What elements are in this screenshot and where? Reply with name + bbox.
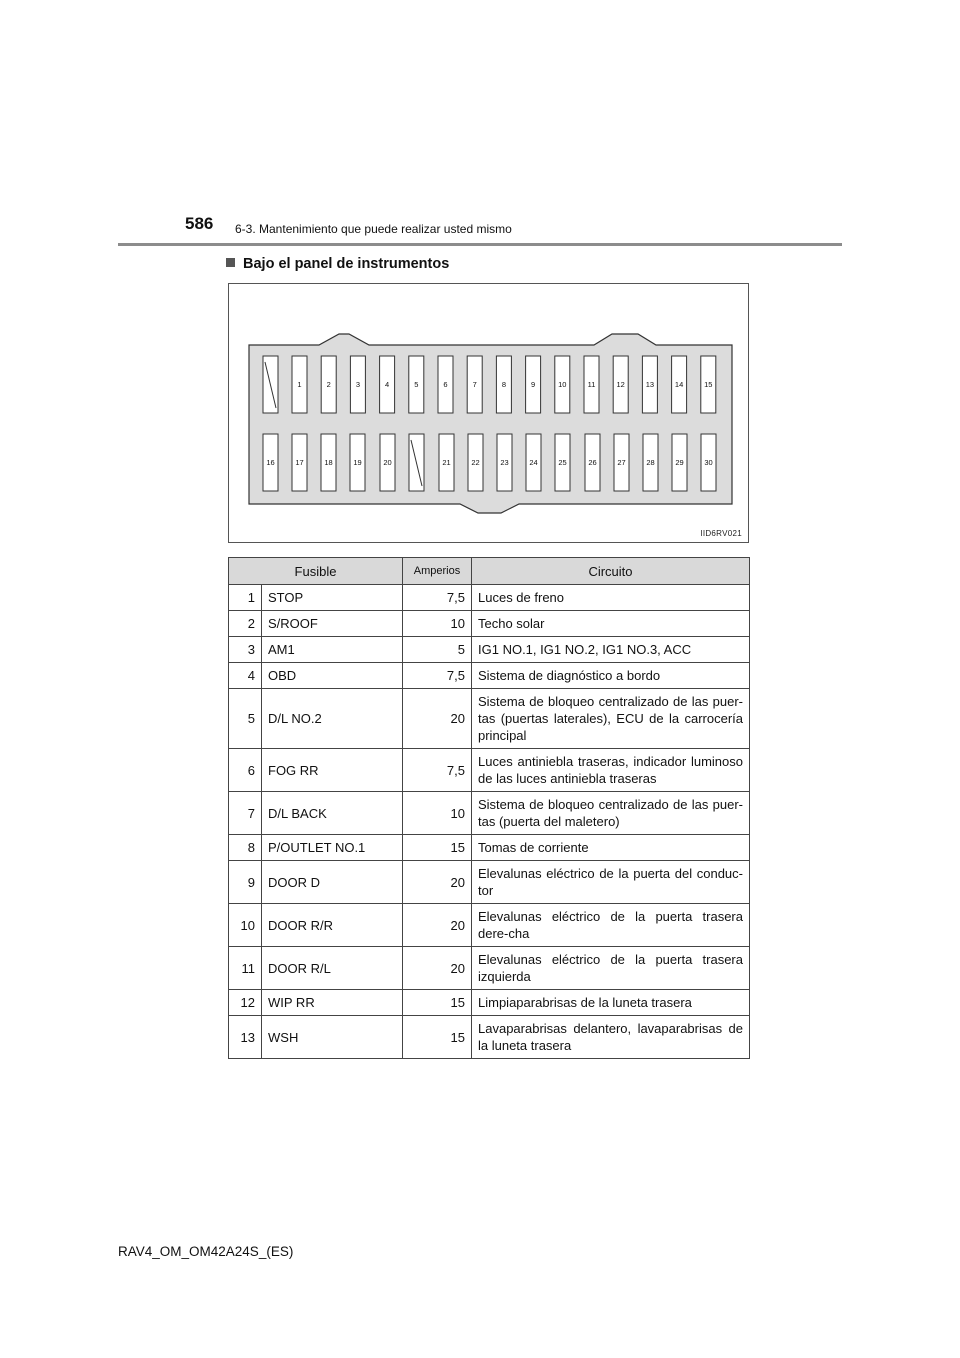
table-row [229,611,750,637]
page-number: 586 [185,214,214,233]
table-row [229,904,750,947]
fuse-circuit: Luces de freno [472,585,750,611]
fuse-label: 27 [617,458,626,467]
table-row [229,990,750,1016]
fuse-label: 2 [326,380,331,389]
fuse-amperage: 20 [403,904,472,947]
header-fusible: Fusible [229,558,403,585]
fuse-label: 30 [704,458,713,467]
fuse-number: 12 [229,990,262,1016]
fuse-circuit: Limpiaparabrisas de la luneta trasera [472,990,750,1016]
table-row [229,585,750,611]
fuse-amperage: 20 [403,861,472,904]
fuse-label: 4 [385,380,390,389]
fuse-table [228,557,750,1059]
fuse-number: 10 [229,904,262,947]
fuse-label: 23 [500,458,509,467]
subheading-text: Bajo el panel de instrumentos [243,256,450,272]
fuse-name: DOOR R/R [262,904,403,947]
fuse-label: 5 [414,380,419,389]
fuse-circuit: Sistema de diagnóstico a bordo [472,663,750,689]
fuse-label: 12 [616,380,625,389]
fuse-number: 8 [229,835,262,861]
header-rule [118,243,842,246]
table-row [229,861,750,904]
fuse-name: P/OUTLET NO.1 [262,835,403,861]
fuse-label: 26 [588,458,597,467]
fuse-circuit: IG1 NO.1, IG1 NO.2, IG1 NO.3, ACC [472,637,750,663]
fuse-circuit: Tomas de corriente [472,835,750,861]
section-title: 6-3. Mantenimiento que puede realizar usted mismo [235,222,512,236]
fuse-name: S/ROOF [262,611,403,637]
fuse-circuit: Sistema de bloqueo centralizado de las puer-tas (puerta del maletero) [472,792,750,835]
fuse-name: STOP [262,585,403,611]
fuse-amperage: 10 [403,792,472,835]
fuse-name: DOOR R/L [262,947,403,990]
fuse-amperage: 15 [403,835,472,861]
fuse-label: 6 [443,380,448,389]
fuse-label: 7 [472,380,477,389]
fuse-circuit: Elevalunas eléctrico de la puerta del conduc-tor [472,861,750,904]
table-row [229,749,750,792]
fuse-number: 3 [229,637,262,663]
fuse-amperage: 20 [403,689,472,749]
fuse-amperage: 7,5 [403,663,472,689]
fuse-label: 21 [442,458,451,467]
fuse-number: 5 [229,689,262,749]
fuse-circuit: Luces antiniebla traseras, indicador luminoso de las luces antiniebla traseras [472,749,750,792]
fuse-label: 25 [558,458,567,467]
table-row [229,1016,750,1059]
fuse-amperage: 5 [403,637,472,663]
fuse-circuit: Lavaparabrisas delantero, lavaparabrisas de la luneta trasera [472,1016,750,1059]
fuse-name: WIP RR [262,990,403,1016]
figure-code: IID6RV021 [700,529,742,538]
fuse-amperage: 15 [403,990,472,1016]
fuse-label: 22 [471,458,480,467]
fuse-name: D/L BACK [262,792,403,835]
header-amperios: Amperios [403,558,472,585]
fuse-amperage: 7,5 [403,749,472,792]
fuse-number: 7 [229,792,262,835]
fuse-amperage: 7,5 [403,585,472,611]
fuse-number: 11 [229,947,262,990]
fuse-circuit: Techo solar [472,611,750,637]
fuse-box-diagram [229,284,750,544]
fuse-name: OBD [262,663,403,689]
fuse-label: 14 [674,380,684,389]
fuse-label: 19 [353,458,362,467]
fuse-label: 29 [675,458,684,467]
fuse-name: WSH [262,1016,403,1059]
fuse-number: 6 [229,749,262,792]
fuse-label: 9 [531,380,536,389]
fuse-name: D/L NO.2 [262,689,403,749]
fuse-label: 8 [501,380,506,389]
fuse-label: 13 [645,380,655,389]
subheading [226,256,449,272]
table-row [229,637,750,663]
table-row [229,947,750,990]
fuse-box-figure [228,283,749,543]
fuse-label: 16 [266,458,275,467]
fuse-label: 10 [558,380,567,389]
fuse-name: DOOR D [262,861,403,904]
fuse-label: 1 [297,380,302,389]
table-header-row [229,558,750,585]
fuse-label: 24 [529,458,538,467]
fuse-number: 1 [229,585,262,611]
fuse-number: 4 [229,663,262,689]
fuse-circuit: Sistema de bloqueo centralizado de las puer-tas (puertas laterales), ECU de la carrocería principal [472,689,750,749]
fuse-label: 28 [646,458,655,467]
fuse-circuit: Elevalunas eléctrico de la puerta trasera izquierda [472,947,750,990]
fuse-amperage: 15 [403,1016,472,1059]
footer-code: RAV4_OM_OM42A24S_(ES) [118,1244,294,1259]
table-row [229,835,750,861]
fuse-amperage: 20 [403,947,472,990]
table-row [229,792,750,835]
fuse-label: 18 [324,458,333,467]
table-row [229,663,750,689]
fuse-number: 13 [229,1016,262,1059]
fuse-label: 11 [587,380,596,389]
fuse-label: 20 [383,458,392,467]
table-row [229,689,750,749]
fuse-amperage: 10 [403,611,472,637]
fuse-label: 3 [355,380,360,389]
fuse-number: 9 [229,861,262,904]
fuse-label: 17 [295,458,304,467]
fuse-circuit: Elevalunas eléctrico de la puerta trasera dere-cha [472,904,750,947]
fuse-name: FOG RR [262,749,403,792]
fuse-number: 2 [229,611,262,637]
square-bullet-icon [226,258,235,267]
fuse-name: AM1 [262,637,403,663]
header-circuito: Circuito [472,558,750,585]
fuse-label: 15 [704,380,713,389]
